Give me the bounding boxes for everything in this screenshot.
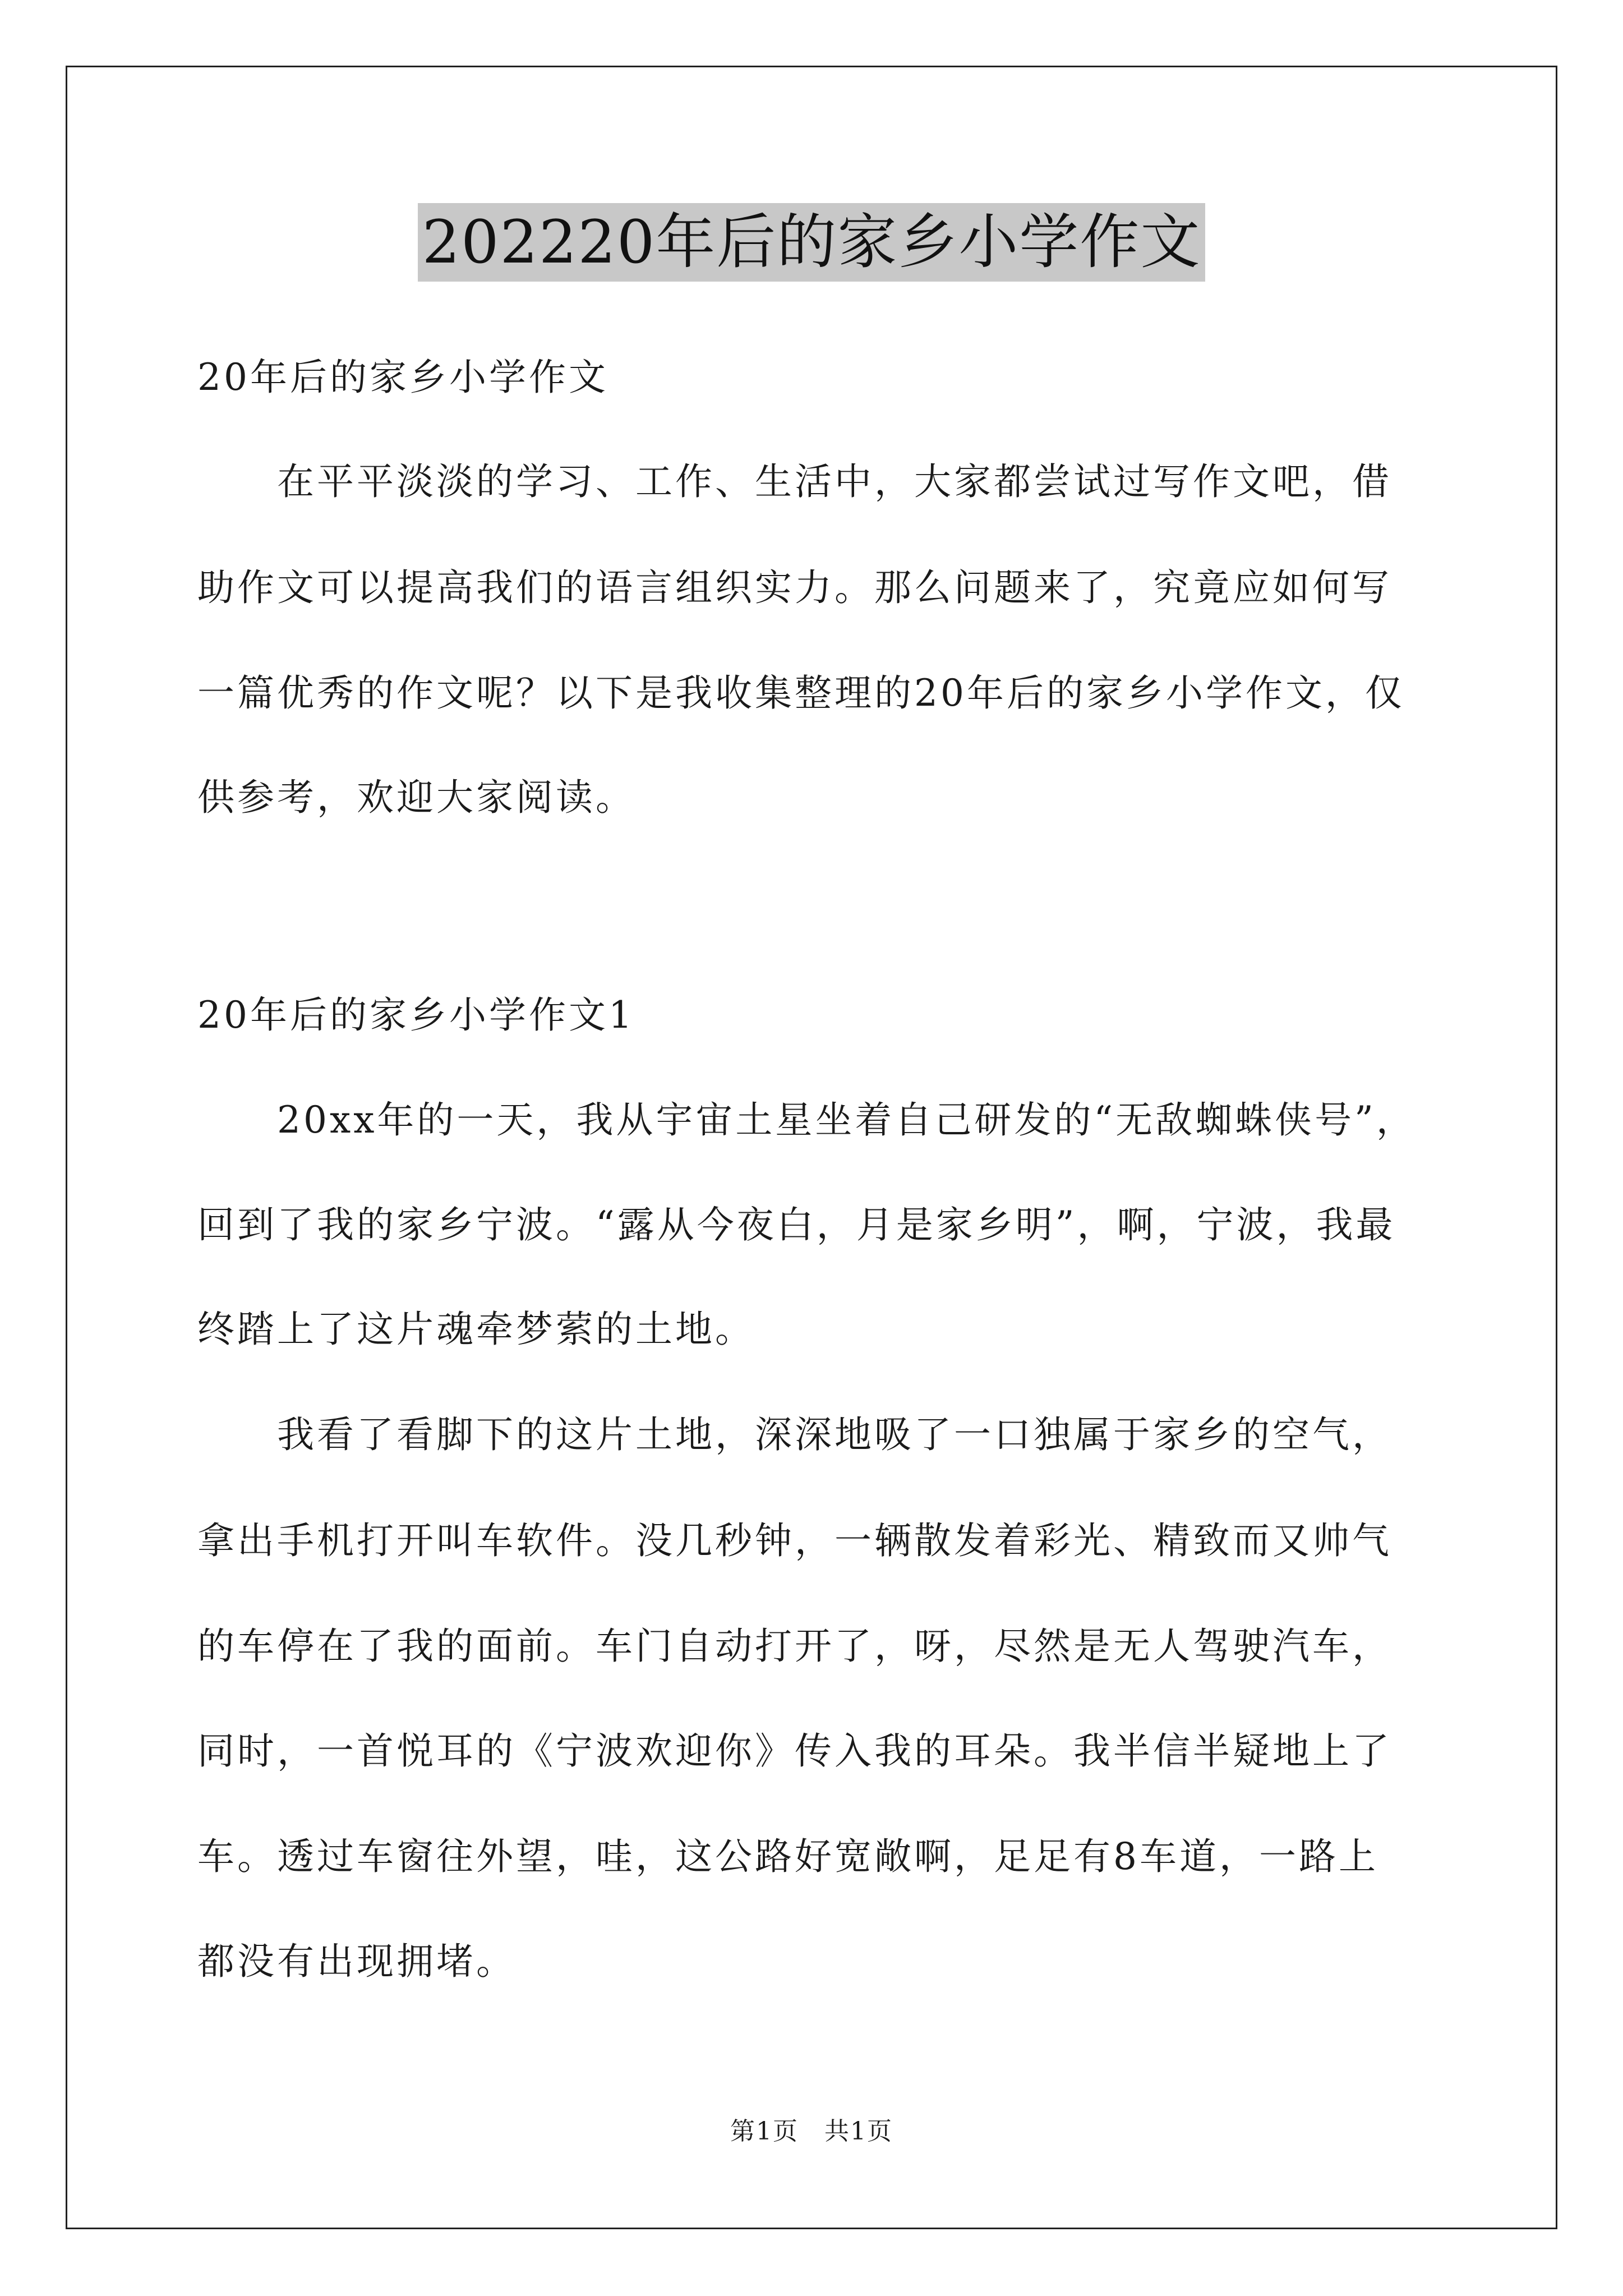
section-heading: 20年后的家乡小学作文1 (197, 993, 635, 1037)
text-line: 一篇优秀的作文呢？以下是我收集整理的20年后的家乡小学作文，仅 (197, 671, 1405, 715)
text-line: 助作文可以提高我们的语言组织实力。那么问题来了，究竟应如何写 (197, 566, 1392, 609)
text-line: 都没有出现拥堵。 (197, 1940, 516, 1983)
title-container (0, 203, 1623, 282)
text-line: 20xx年的一天，我从宇宙土星坐着自己研发的“无敌蜘蛛侠号”， (197, 1098, 1416, 1142)
text-line: 回到了我的家乡宁波。“露从今夜白，月是家乡明”，啊，宁波，我最 (197, 1203, 1396, 1246)
text-line: 车。透过车窗往外望，哇，这公路好宽敞啊，足足有8车道，一路上 (197, 1835, 1378, 1878)
text-line: 的车停在了我的面前。车门自动打开了，呀，尽然是无人驾驶汽车， (197, 1625, 1392, 1668)
document-title: 202220年后的家乡小学作文 (418, 203, 1206, 282)
text-line: 同时，一首悦耳的《宁波欢迎你》传入我的耳朵。我半信半疑地上了 (197, 1729, 1392, 1773)
page-footer: 第1页 共1页 (730, 2117, 893, 2146)
text-line: 终踏上了这片魂牵梦萦的土地。 (197, 1308, 755, 1351)
intro-heading: 20年后的家乡小学作文 (197, 356, 608, 399)
text-line: 在平平淡淡的学习、工作、生活中，大家都尝试过写作文吧，借 (197, 460, 1392, 503)
text-line: 供参考，欢迎大家阅读。 (197, 776, 635, 819)
text-line: 我看了看脚下的这片土地，深深地吸了一口独属于家乡的空气， (197, 1413, 1392, 1456)
text-line: 拿出手机打开叫车软件。没几秒钟，一辆散发着彩光、精致而又帅气 (197, 1519, 1392, 1562)
